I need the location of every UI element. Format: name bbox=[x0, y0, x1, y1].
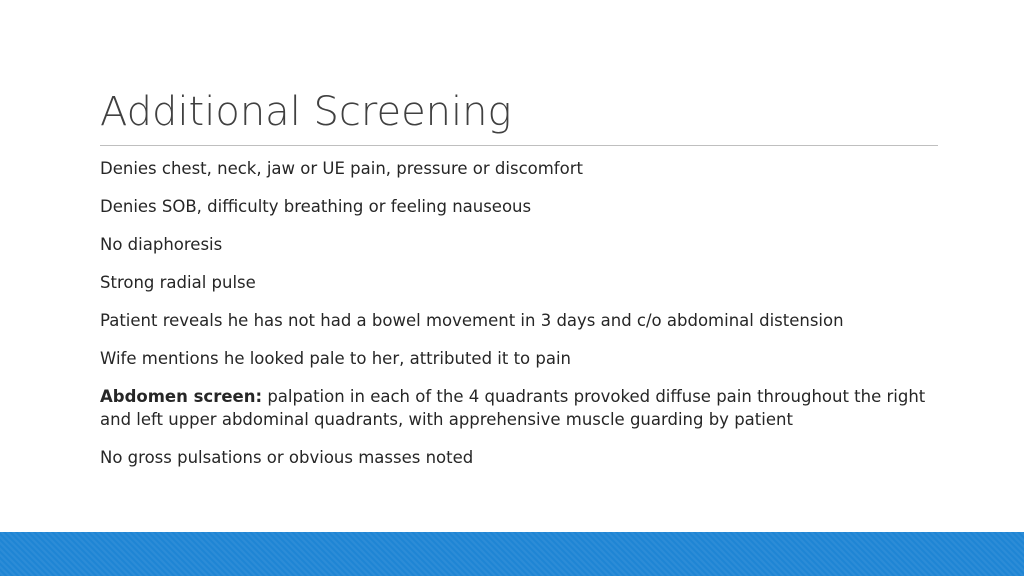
bullet-text: Wife mentions he looked pale to her, attributed it to pain bbox=[100, 349, 572, 368]
bullet-text: Strong radial pulse bbox=[100, 273, 256, 292]
bullet-text: No diaphoresis bbox=[100, 235, 223, 254]
bullet-item bbox=[100, 195, 930, 218]
bullet-list bbox=[100, 157, 930, 484]
bullet-bold-label: Abdomen screen: bbox=[100, 387, 263, 406]
bullet-text: No gross pulsations or obvious masses noted bbox=[100, 448, 474, 467]
slide-title: Additional Screening bbox=[100, 89, 512, 135]
title-divider bbox=[100, 145, 938, 146]
bullet-item bbox=[100, 385, 930, 431]
bullet-text: Patient reveals he has not had a bowel movement in 3 days and c/o abdominal distension bbox=[100, 311, 844, 330]
bullet-text: palpation in each of the 4 quadrants provoked diffuse pain throughout the right and left upper abdominal quadrants, with apprehensive muscle guarding by patient bbox=[100, 387, 926, 429]
bullet-item bbox=[100, 446, 930, 469]
bullet-item bbox=[100, 157, 930, 180]
bullet-item bbox=[100, 233, 930, 256]
bullet-text: Denies chest, neck, jaw or UE pain, pressure or discomfort bbox=[100, 159, 583, 178]
bullet-item bbox=[100, 309, 930, 332]
bullet-item bbox=[100, 271, 930, 294]
bullet-text: Denies SOB, difficulty breathing or feeling nauseous bbox=[100, 197, 532, 216]
footer-bar bbox=[0, 532, 1024, 576]
bullet-item bbox=[100, 347, 930, 370]
